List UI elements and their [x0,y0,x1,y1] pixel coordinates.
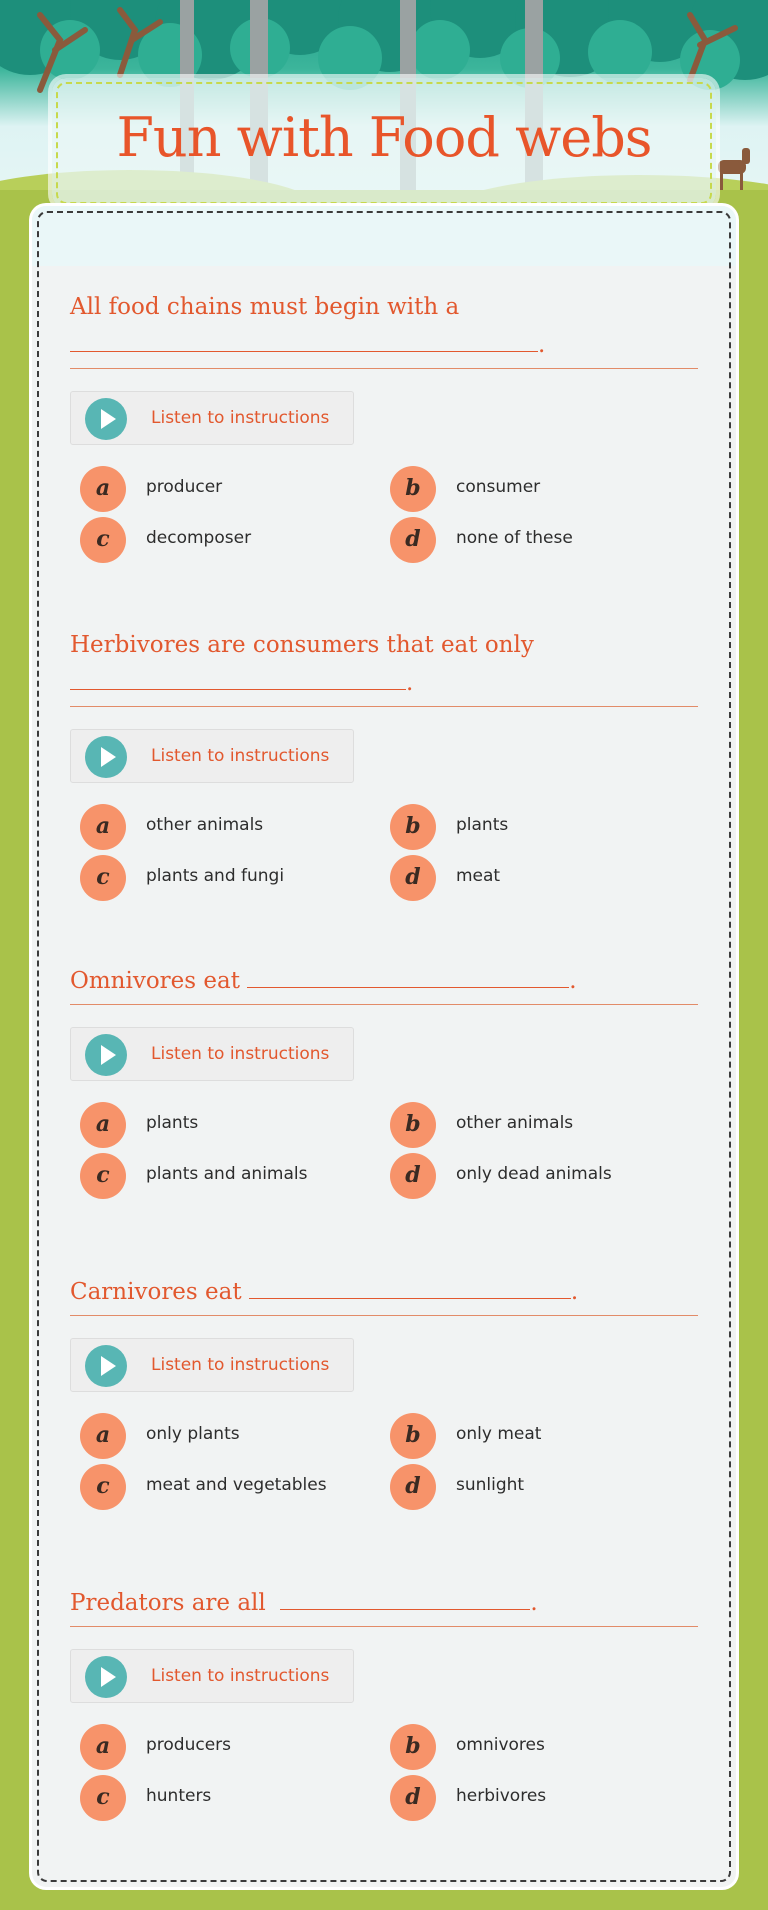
option-text: none of these [456,528,573,548]
option-text: sunlight [456,1475,525,1495]
play-icon[interactable] [85,1656,127,1698]
option-letter-badge: b [390,466,436,512]
listen-label: Listen to instructions [151,1666,330,1686]
answer-blank[interactable] [247,965,569,988]
option-letter-badge: c [80,1153,126,1199]
option-letter-badge: c [80,1464,126,1510]
question-prompt: Carnivores eat [70,1279,242,1305]
option-letter-badge: b [390,804,436,850]
title-card [52,78,716,208]
question-period: . [530,1590,538,1616]
play-icon[interactable] [85,1034,127,1076]
listen-label: Listen to instructions [151,408,330,428]
option-text: hunters [146,1786,212,1806]
option-letter-badge: d [390,1775,436,1821]
option-letter-badge: c [80,855,126,901]
question-prompt: All food chains must begin with a [70,294,460,320]
option-text: herbivores [456,1786,547,1806]
option-letter-badge: a [80,466,126,512]
question-text [70,962,698,1005]
question-period: . [569,968,577,994]
option-letter-badge: c [80,517,126,563]
option-text: only dead animals [456,1164,612,1184]
option-text: plants [456,815,509,835]
question-prompt: Omnivores eat [70,968,240,994]
option-letter-badge: b [390,1724,436,1770]
option-letter-badge: a [80,804,126,850]
answer-blank[interactable] [70,667,406,690]
option-letter-badge: d [390,1464,436,1510]
answer-blank[interactable] [280,1587,530,1610]
option-letter-badge: c [80,1775,126,1821]
card-header-band [32,206,736,266]
question-period: . [406,670,414,696]
question-5 [70,1584,698,1810]
question-text [70,626,698,707]
listen-label: Listen to instructions [151,1044,330,1064]
option-text: meat [456,866,501,886]
question-text [70,288,698,369]
option-letter-badge: a [80,1413,126,1459]
listen-button[interactable] [70,391,354,445]
option-text: other animals [146,815,264,835]
option-text: plants and animals [146,1164,308,1184]
question-period: . [570,1279,579,1305]
answer-blank[interactable] [70,329,538,352]
option-letter-badge: d [390,855,436,901]
play-icon[interactable] [85,398,127,440]
option-letter-badge: a [80,1102,126,1148]
question-prompt: Herbivores are consumers that eat only [70,632,534,658]
question-1 [70,288,698,552]
listen-button[interactable] [70,1338,354,1392]
option-text: producer [146,477,223,497]
question-4 [70,1273,698,1499]
option-text: decomposer [146,528,252,548]
worksheet-card [32,206,736,1887]
play-icon[interactable] [85,736,127,778]
listen-button[interactable] [70,1027,354,1081]
listen-button[interactable] [70,1649,354,1703]
option-letter-badge: d [390,517,436,563]
listen-label: Listen to instructions [151,746,330,766]
question-text [70,1273,698,1316]
option-letter-badge: b [390,1102,436,1148]
option-text: producers [146,1735,232,1755]
answer-blank[interactable] [249,1276,571,1299]
listen-button[interactable] [70,729,354,783]
question-text [70,1584,698,1627]
listen-label: Listen to instructions [151,1355,330,1375]
question-prompt: Predators are all [70,1590,266,1616]
option-text: omnivores [456,1735,545,1755]
option-letter-badge: d [390,1153,436,1199]
play-icon[interactable] [85,1345,127,1387]
question-period: . [538,332,546,358]
option-text: only meat [456,1424,542,1444]
option-text: consumer [456,477,541,497]
option-letter-badge: a [80,1724,126,1770]
option-text: meat and vegetables [146,1475,327,1495]
option-text: only plants [146,1424,240,1444]
option-letter-badge: b [390,1413,436,1459]
question-3 [70,962,698,1188]
option-text: plants [146,1113,199,1133]
question-2 [70,626,698,890]
option-text: plants and fungi [146,866,285,886]
page-title: Fun with Food webs [116,106,652,169]
option-text: other animals [456,1113,574,1133]
